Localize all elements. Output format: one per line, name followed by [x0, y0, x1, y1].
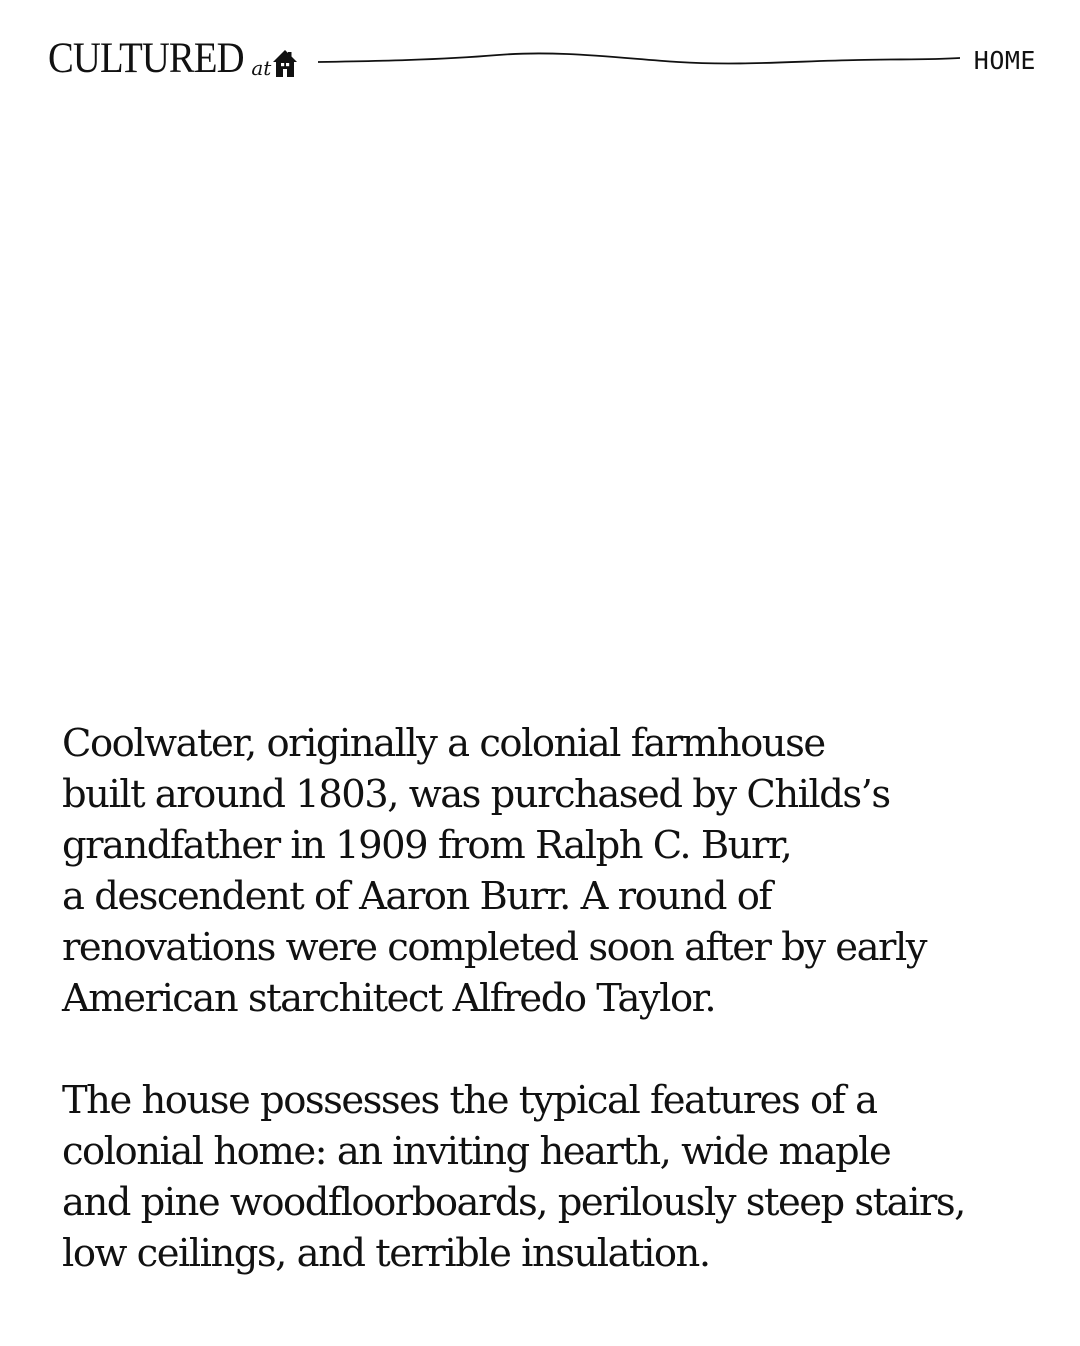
paragraph-line: colonial home: an inviting hearth, wide maple: [62, 1129, 891, 1174]
article-body: [62, 718, 1022, 1279]
site-header: [0, 0, 1080, 110]
article-paragraph: [62, 1075, 1022, 1279]
paragraph-line: and pine woodfloorboards, perilously steep stairs,: [62, 1180, 965, 1225]
paragraph-line: The house possesses the typical features of a: [62, 1078, 877, 1123]
paragraph-line: renovations were completed soon after by early: [62, 925, 927, 970]
logo-suffix: at: [251, 56, 272, 80]
paragraph-line: American starchitect Alfredo Taylor.: [62, 976, 716, 1021]
header-divider-line: [318, 46, 960, 70]
house-icon: [272, 48, 298, 78]
paragraph-line: built around 1803, was purchased by Childs’s: [62, 772, 890, 817]
paragraph-line: Coolwater, originally a colonial farmhouse: [62, 721, 825, 766]
site-logo[interactable]: [48, 35, 298, 82]
article-paragraph: [62, 718, 1022, 1024]
paragraph-line: grandfather in 1909 from Ralph C. Burr,: [62, 823, 792, 868]
paragraph-line: low ceilings, and terrible insulation.: [62, 1231, 710, 1276]
paragraph-line: a descendent of Aaron Burr. A round of: [62, 874, 772, 919]
logo-wordmark: CULTURED: [48, 35, 244, 82]
nav-home-link[interactable]: HOME: [973, 46, 1036, 75]
